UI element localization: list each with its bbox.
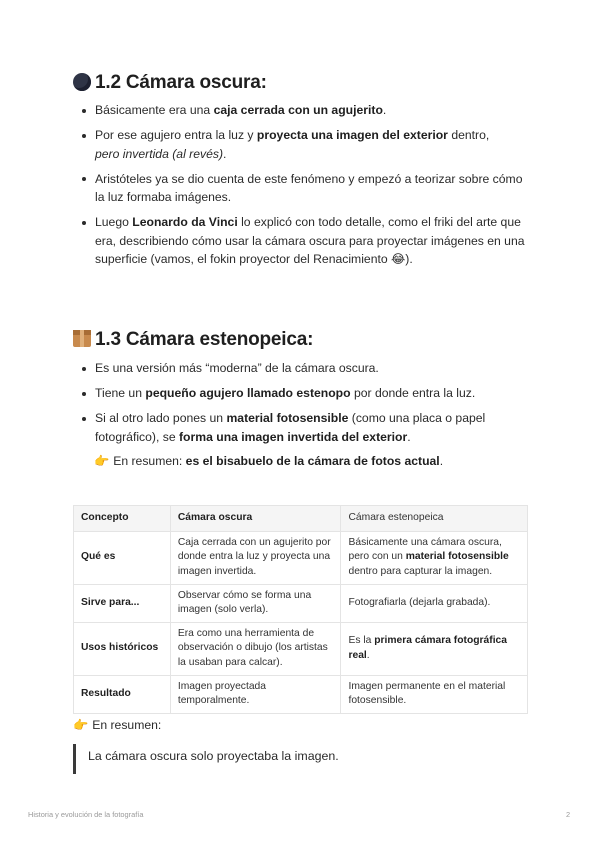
table-cell: Qué es — [74, 531, 171, 584]
list-item: Luego Leonardo da Vinci lo explicó con todo detalle, como el friki del arte que era, describiendo cómo usar la cámara oscura para proyectar imágenes en una superficie (vamos, el fokin proyector del Renacimiento 😂). — [78, 213, 528, 269]
list-item: Básicamente era una caja cerrada con un agujerito. — [78, 101, 528, 120]
laughing-emoji-icon: 😂 — [391, 252, 406, 266]
table-header: Cámara oscura — [170, 506, 341, 532]
pointing-hand-icon: 👉 — [73, 718, 89, 732]
table-row — [74, 675, 528, 713]
page-number: 2 — [566, 810, 571, 819]
blockquote: La cámara oscura solo proyectaba la imagen. — [73, 744, 339, 774]
table-cell: Fotografiarla (dejarla grabada). — [341, 584, 528, 622]
list-item: Por ese agujero entra la luz y proyecta una imagen del exterior dentro, pero invertida (al revés). — [78, 126, 528, 163]
summary-line: 👉 En resumen: es el bisabuelo de la cámara de fotos actual. — [94, 454, 444, 468]
footer-title: Historia y evolución de la fotografía — [28, 810, 144, 819]
comparison-table — [73, 505, 528, 714]
table-cell: Básicamente una cámara oscura, pero con un material fotosensible dentro para capturar la imagen. — [341, 531, 528, 584]
table-cell: Sirve para... — [74, 584, 171, 622]
table-cell: Resultado — [74, 675, 171, 713]
list-item: Tiene un pequeño agujero llamado estenopo por donde entra la luz. — [78, 384, 528, 403]
table-header-row — [74, 506, 528, 532]
section-heading-camara-estenopeica: 1.3 Cámara estenopeica: — [73, 329, 313, 351]
table-header: Concepto — [74, 506, 171, 532]
table-cell: Caja cerrada con un agujerito por donde entra la luz y proyecta una imagen invertida. — [170, 531, 341, 584]
table-cell: Observar cómo se forma una imagen (solo verla). — [170, 584, 341, 622]
table-cell: Usos históricos — [74, 622, 171, 675]
table-row — [74, 584, 528, 622]
camera-icon — [73, 73, 91, 91]
table-cell: Es la primera cámara fotográfica real. — [341, 622, 528, 675]
package-icon — [73, 330, 91, 347]
table-cell: Imagen permanente en el material fotosensible. — [341, 675, 528, 713]
camara-estenopeica-list — [78, 359, 528, 453]
camara-oscura-list — [78, 101, 528, 275]
pointing-hand-icon: 👉 — [94, 454, 110, 468]
list-item: Es una versión más “moderna” de la cámara oscura. — [78, 359, 528, 378]
summary-line-2: 👉 En resumen: — [73, 718, 162, 732]
section-heading-camara-oscura: 1.2 Cámara oscura: — [73, 72, 267, 94]
table-row — [74, 531, 528, 584]
table-cell: Imagen proyectada temporalmente. — [170, 675, 341, 713]
list-item: Si al otro lado pones un material fotosensible (como una placa o papel fotográfico), se forma una imagen invertida del exterior. — [78, 409, 528, 446]
list-item: Aristóteles ya se dio cuenta de este fenómeno y empezó a teorizar sobre cómo la luz formaba imágenes. — [78, 170, 528, 207]
table-header: Cámara estenopeica — [341, 506, 528, 532]
table-row — [74, 622, 528, 675]
table-cell: Era como una herramienta de observación o dibujo (los artistas la usaban para calcar). — [170, 622, 341, 675]
